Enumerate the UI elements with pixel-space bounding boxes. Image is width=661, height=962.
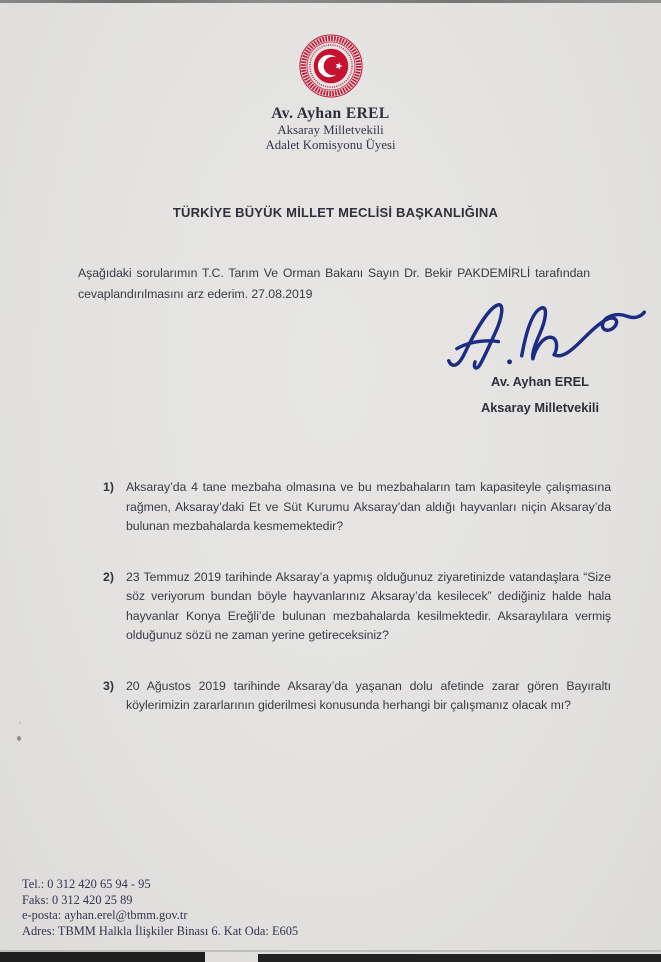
- question-number: 3): [103, 678, 114, 693]
- scan-bottom-bar-artifact: [258, 954, 661, 962]
- signer-name: Av. Ayhan EREL: [491, 374, 589, 389]
- intro-paragraph: Aşağıdaki sorularımın T.C. Tarım Ve Orman Bakanı Sayın Dr. Bekir PAKDEMİRLİ tarafından cevaplandırılmasını arz ederim. 27.08.2019: [78, 266, 590, 301]
- letterhead-name: Av. Ayhan EREL: [271, 105, 390, 122]
- question-item-2: [103, 568, 611, 646]
- letterhead-role: Aksaray Milletvekili: [277, 123, 384, 137]
- letterhead: [0, 34, 661, 152]
- question-number: 2): [103, 569, 114, 584]
- scan-top-edge-artifact: [0, 0, 661, 3]
- footer-email: e-posta: ayhan.erel@tbmm.gov.tr: [22, 908, 188, 922]
- footer-address: Adres: TBMM Halkla İlişkiler Binası 6. Kat Oda: E605: [22, 923, 299, 938]
- footer-fax: Faks: 0 312 420 25 89: [22, 892, 133, 907]
- scan-bottom-bar-artifact: [0, 952, 205, 962]
- letterhead-committee: Adalet Komisyonu Üyesi: [265, 137, 396, 152]
- question-item-3: [103, 677, 611, 716]
- question-text: 20 Ağustos 2019 tarihinde Aksaray’da yaşanan dolu afetinde zarar gören Bayıraltı köylerimizin zararlarının giderilmesi konusunda herhangi bir çalışmanız olacak mı?: [126, 678, 611, 712]
- scan-speck-artifact: [17, 736, 21, 741]
- signature-block: [428, 297, 652, 415]
- footer-tel: Tel.: 0 312 420 65 94 - 95: [22, 877, 151, 891]
- question-text: 23 Temmuz 2019 tarihinde Aksaray’a yapmış olduğunuz ziyaretinizde vatandaşlara “Size söz veriyorum bundan böyle hayvanlarınız Aksaray’da kesilecek” dediğiniz halde hala hayvanlar Konya Ereğli’de bulunan mezbahalarda kesilmektedir. Aksaraylılara vermiş olduğunuz sözü ne zaman yerine getireceksiniz?: [126, 569, 611, 642]
- contact-footer: [22, 877, 298, 939]
- question-number: 1): [103, 480, 114, 494]
- questions-list: [103, 478, 611, 747]
- handwritten-signature-icon: [438, 297, 650, 373]
- signer-title: Aksaray Milletvekili: [480, 400, 600, 415]
- tbmm-seal-icon: [299, 34, 363, 98]
- question-text: Aksaray’da 4 tane mezbaha olmasına ve bu mezbahaların tam kapasiteyle çalışmasına rağmen, Aksaray’daki Et ve Süt Kurumu Aksaray’dan aldığı hayvanları niçin Aksaray’da bulunan mezbahalarda kesmemektedir?: [126, 480, 611, 533]
- document-title: TÜRKİYE BÜYÜK MİLLET MECLİSİ BAŞKANLIĞINA: [172, 205, 499, 220]
- question-item-1: [103, 478, 611, 537]
